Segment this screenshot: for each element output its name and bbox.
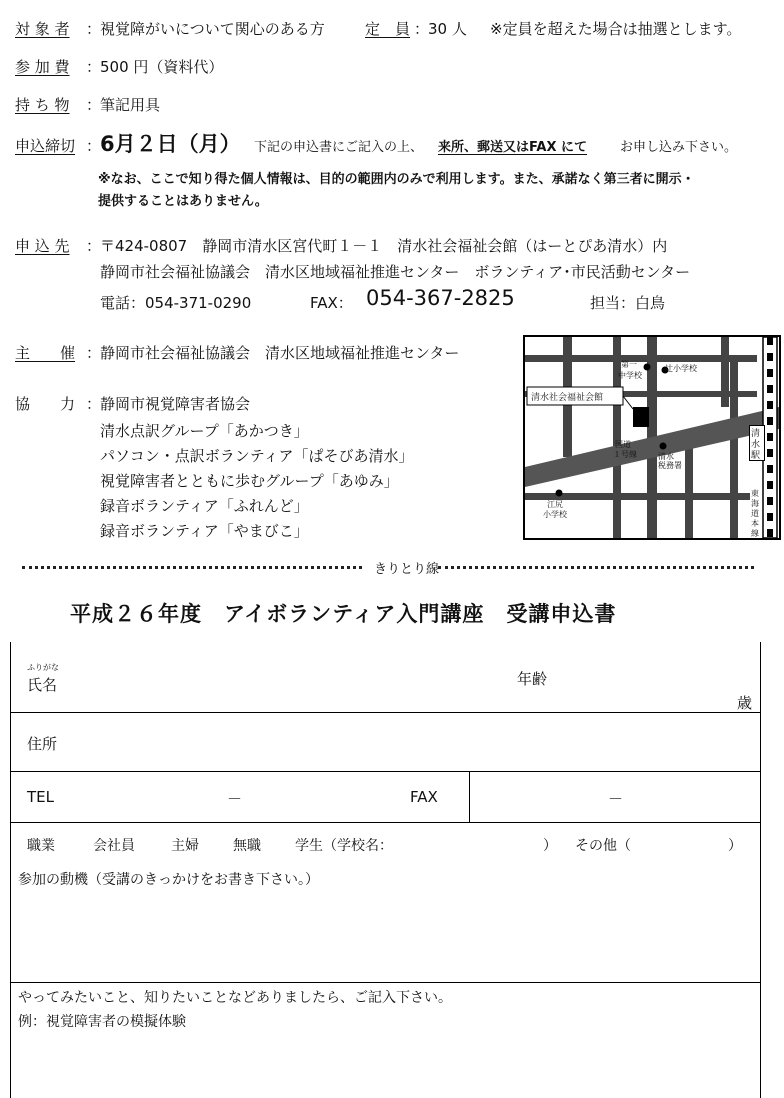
target-value: 視覚障がいについて関心のある方 (100, 20, 325, 38)
cooperation-item: 録音ボランティア「ふれんど」 (100, 497, 309, 515)
occupation-option-unemployed[interactable]: 無職 (233, 838, 261, 854)
form-tel-fax-divider (469, 771, 470, 822)
cooperation-item: 視覚障害者とともに歩むグループ「あゆみ」 (100, 472, 399, 490)
deadline-date: 6月２日（月） (100, 132, 241, 156)
map-label-route1: １号線 (613, 450, 637, 459)
cutline-right (438, 566, 754, 569)
occupation-option-housewife[interactable]: 主婦 (171, 838, 199, 854)
map-label-station: 駅 (751, 451, 761, 461)
host-value: 静岡市社会福祉協議会 清水区地域福祉推進センター (100, 344, 460, 362)
address-label: 住所 (27, 735, 58, 753)
capacity-sep: ： (414, 20, 430, 38)
occupation-option-student[interactable]: 学生（学校名： (295, 838, 393, 854)
apply-label: 申 込 先 (15, 237, 70, 255)
fax-dash: － (608, 790, 624, 808)
age-unit: 歳 (737, 694, 753, 712)
target-label: 対 象 者 (15, 20, 70, 38)
map-label-station: 清 (751, 429, 761, 439)
map-label-school2: 辻小学校 (665, 364, 697, 373)
form-row-line (10, 771, 761, 772)
privacy-line2: 提供することはありません。 (98, 194, 268, 209)
map-label-tokaido: 東 (751, 489, 759, 498)
apply-line2: 静岡市社会福祉協議会 清水区地域福祉推進センター ボランティア･市民活動センター (100, 263, 691, 281)
fee-sep: ： (86, 58, 102, 76)
map-leader-line (623, 396, 633, 409)
address-field[interactable] (70, 716, 750, 768)
occupation-student-close: ） (543, 838, 557, 854)
target-sep: ： (86, 20, 102, 38)
map-label-tokaido: 本 (751, 519, 759, 528)
form-border-left (10, 642, 11, 1098)
apply-line1: 〒424-0807 静岡市清水区宮代町１－１ 清水社会福祉会館（はーとぴあ清水）内 (100, 237, 668, 255)
map-label-tokaido: 海 (751, 499, 759, 508)
map-label-school1: 第一 (621, 360, 637, 369)
map-label-station: 水 (751, 440, 761, 450)
map-dot-tax (660, 443, 667, 450)
map-label-hall: 清水社会福祉会館 (531, 393, 604, 403)
name-label: 氏名 (27, 676, 58, 694)
age-field[interactable] (560, 655, 730, 709)
cooperation-item: パソコン・点訳ボランティア「ぱそびあ清水」 (100, 447, 414, 465)
map-label-tax: 税務署 (658, 461, 682, 470)
map-label-school3: 江尻 (547, 500, 563, 509)
occupation-option-company[interactable]: 会社員 (93, 838, 135, 854)
occupation-label: 職業 (27, 838, 55, 854)
wishes-field[interactable] (14, 1034, 756, 1094)
capacity-label: 定 員 (365, 20, 411, 38)
map-graphic (525, 337, 779, 538)
cooperation-sep: ： (86, 395, 102, 413)
map-dot-school1 (644, 364, 651, 371)
map-hall-building (633, 407, 649, 427)
map-road (721, 337, 729, 407)
form-border-right (760, 642, 761, 1098)
cooperation-label: 協 力 (15, 395, 76, 413)
host-sep: ： (86, 344, 102, 362)
bring-value: 筆記用具 (100, 96, 161, 114)
furigana-label: ふりがな (27, 663, 59, 672)
form-row-line (10, 822, 761, 823)
age-label: 年齢 (517, 670, 548, 688)
form-title: 平成２６年度 アイボランティア入門講座 受講申込書 (70, 602, 617, 626)
map-label-school1: 中学校 (618, 371, 642, 380)
fee-label: 参 加 費 (15, 58, 70, 76)
apply-tel: 電話：054-371-0290 (100, 294, 252, 312)
wishes-label: やってみたいこと、知りたいことなどありましたら、ご記入下さい。 (18, 990, 452, 1006)
wishes-example: 例：視覚障害者の模擬体験 (18, 1014, 186, 1030)
map-road (613, 337, 621, 538)
deadline-methods: 来所、郵送又はFAX にて (438, 140, 587, 155)
map-label-tokaido: 道 (751, 509, 759, 518)
map-road (685, 437, 693, 538)
capacity-value: 30 人 (428, 20, 467, 38)
form-row-line (10, 712, 761, 713)
bring-label: 持 ち 物 (15, 96, 70, 114)
cutline-label: きりとり線 (374, 562, 440, 577)
deadline-text-b: お申し込み下さい。 (620, 140, 738, 155)
privacy-line1: ※なお、ここで知り得た個人情報は、目的の範囲内のみで利用します。また、承諾なく第三者に開示・ (98, 172, 695, 187)
fax-label: FAX (410, 788, 438, 806)
tel-label: TEL (27, 788, 54, 806)
apply-contact: 担当：白鳥 (590, 294, 666, 312)
bring-sep: ： (86, 96, 102, 114)
map-label-school3: 小学校 (543, 510, 567, 519)
fee-value: 500 円（資料代） (100, 58, 224, 76)
occupation-other-close: ） (728, 838, 742, 854)
capacity-note: ※定員を超えた場合は抽選とします。 (490, 20, 742, 38)
deadline-label: 申込締切 (15, 137, 76, 155)
occupation-option-other[interactable]: その他（ (575, 838, 631, 854)
form-row-line (10, 982, 761, 983)
cooperation-item: 静岡市視覚障害者協会 (100, 395, 251, 413)
access-map (523, 335, 781, 540)
cooperation-item: 清水点訳グループ「あかつき」 (100, 422, 309, 440)
cooperation-item: 録音ボランティア「やまびこ」 (100, 522, 309, 540)
map-label-route1: 国道 (615, 440, 631, 449)
map-label-tokaido: 線 (751, 529, 759, 538)
tel-dash: － (227, 790, 243, 808)
apply-fax-label: FAX： (310, 294, 353, 312)
map-label-tax: 清水 (658, 452, 674, 461)
map-dot-school3 (556, 490, 563, 497)
apply-fax-number: 054-367-2825 (366, 286, 515, 310)
apply-sep: ： (86, 237, 102, 255)
motive-label: 参加の動機（受講のきっかけをお書き下さい。） (18, 872, 319, 888)
deadline-sep: ： (86, 137, 102, 155)
map-road (730, 357, 738, 538)
motive-field[interactable] (14, 892, 756, 978)
cutline-left (22, 566, 362, 569)
name-field[interactable] (64, 655, 484, 709)
deadline-text-a: 下記の申込書にご記入の上、 (254, 140, 424, 155)
host-label: 主 催 (15, 344, 76, 362)
